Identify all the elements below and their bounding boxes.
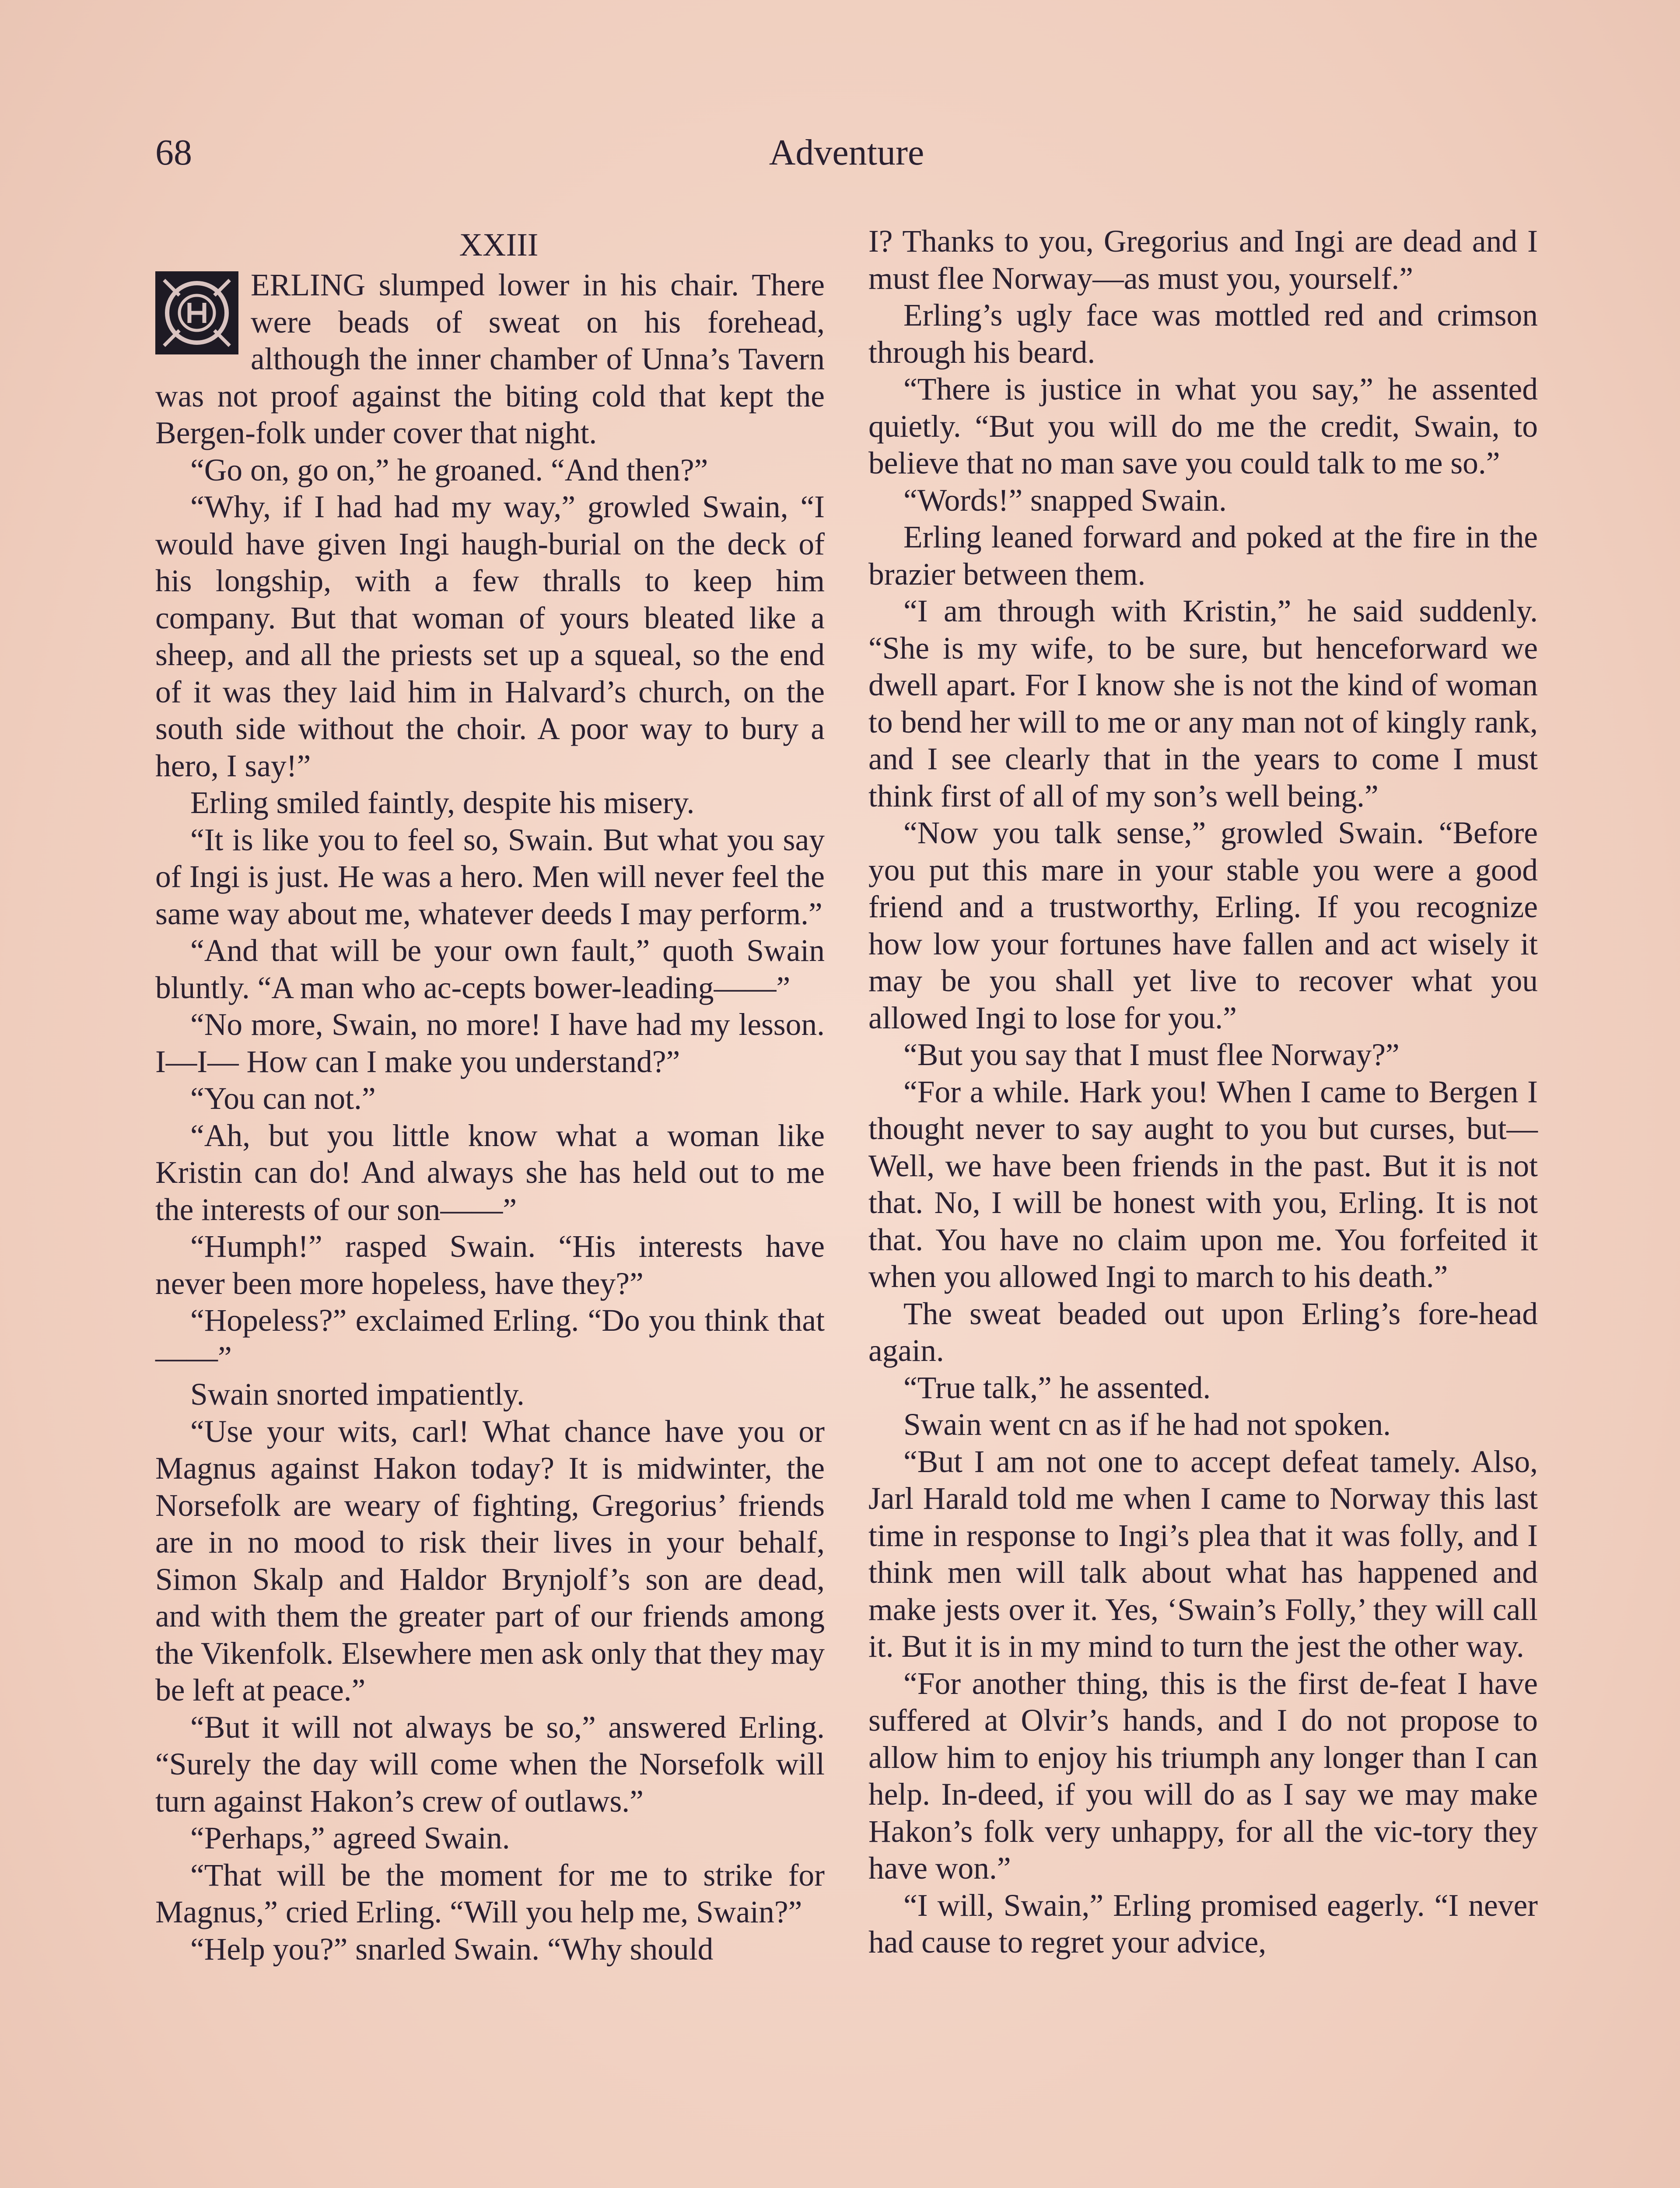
right-column (868, 223, 1538, 1961)
body-paragraph: “No more, Swain, no more! I have had my lesson. I—I— How can I make you understand?” (155, 1007, 825, 1079)
body-paragraph: “That will be the moment for me to strike for Magnus,” cried Erling. “Will you help me, Swain?” (155, 1858, 825, 1929)
body-paragraph: I? Thanks to you, Gregorius and Ingi are dead and I must flee Norway—as must you, yourself.” (868, 224, 1538, 296)
body-paragraph: Erling’s ugly face was mottled red and crimson through his beard. (868, 298, 1538, 370)
body-paragraph: “Hopeless?” exclaimed Erling. “Do you think that——” (155, 1303, 825, 1375)
body-paragraph: “Ah, but you little know what a woman like Kristin can do! And always she has held out to me the interests of our son——” (155, 1118, 825, 1227)
body-paragraph: “But it will not always be so,” answered Erling. “Surely the day will come when the Norsefolk will turn against Hakon’s crew of outlaws.” (155, 1710, 825, 1819)
body-paragraph: “I am through with Kristin,” he said suddenly. “She is my wife, to be sure, but henceforward we dwell apart. For I know she is not the kind of woman to bend her will to me or any man not of kingly rank, and I see clearly that in the years to come I must think first of all of my son’s well being.” (868, 594, 1538, 813)
body-paragraph: “Now you talk sense,” growled Swain. “Before you put this mare in your stable you were a good friend and a trustworthy, Erling. If you recognize how low your fortunes have fallen and act wisely it may be you shall yet live to recover what you allowed Ingi to lose for you.” (868, 816, 1538, 1035)
body-paragraph: “It is like you to feel so, Swain. But what you say of Ingi is just. He was a hero. Men will never feel the same way about me, whatever deeds I may perform.” (155, 822, 825, 931)
body-paragraph: “And that will be your own fault,” quoth Swain bluntly. “A man who ac-cepts bower-leading——” (155, 933, 825, 1005)
body-paragraph: “Humph!” rasped Swain. “His interests have never been more hopeless, have they?” (155, 1229, 825, 1301)
chapter-heading: XXIII (459, 227, 539, 263)
body-paragraph: Erling leaned forward and poked at the fire in the brazier between them. (868, 520, 1538, 592)
body-paragraph: “Perhaps,” agreed Swain. (190, 1821, 510, 1855)
body-paragraph: The sweat beaded out upon Erling’s fore-head again. (868, 1296, 1538, 1368)
body-paragraph: “Help you?” snarled Swain. “Why should (190, 1932, 714, 1967)
body-paragraph: “Go on, go on,” he groaned. “And then?” (190, 452, 708, 487)
body-paragraph: Erling smiled faintly, despite his misery. (190, 785, 695, 820)
ornamental-letter-icon (155, 271, 238, 354)
drop-cap-ornament (155, 271, 238, 354)
body-paragraph: “For another thing, this is the first de-feat I have suffered at Olvir’s hands, and I do not propose to allow him to enjoy his triumph any longer than I can help. In-deed, if you will do as I say we may make Hakon’s folk very unhappy, for all the vic-tory they have won.” (868, 1666, 1538, 1886)
body-paragraph: Swain went cn as if he had not spoken. (903, 1407, 1391, 1442)
page-header (155, 131, 1538, 188)
body-paragraph: ERLING slumped lower in his chair. There were beads of sweat on his forehead, although the inner chamber of Unna’s Tavern was not proof against the biting cold that kept the Bergen-folk under cover that night. (155, 268, 825, 450)
page-number: 68 (155, 132, 192, 173)
body-paragraph: “But you say that I must flee Norway?” (903, 1038, 1400, 1072)
body-paragraph: “There is justice in what you say,” he assented quietly. “But you will do me the credit, Swain, to believe that no man save you could talk to me so.” (868, 372, 1538, 480)
body-paragraph: “Use your wits, carl! What chance have you or Magnus against Hakon today? It is midwinter, the Norsefolk are weary of fighting, Gregorius’ friends are in no mood to risk their lives in your behalf, Simon Skalp and Haldor Brynjolf’s son are dead, and with them the greater part of our friends among the Vikenfolk. Elsewhere men ask only that they may be left at peace.” (155, 1414, 825, 1708)
running-title: Adventure (769, 132, 924, 173)
body-paragraph: “Why, if I had had my way,” growled Swain, “I would have given Ingi haugh-burial on the deck of his longship, with a few thralls to keep him company. But that woman of yours bleated like a sheep, and all the priests set up a squeal, so the end of it was they laid him in Halvard’s church, on the south side without the choir. A poor way to bury a hero, I say!” (155, 490, 825, 783)
body-paragraph: Swain snorted impatiently. (190, 1377, 525, 1412)
body-paragraph: “I will, Swain,” Erling promised eagerly. “I never had cause to regret your advice, (868, 1888, 1538, 1960)
body-paragraph: “But I am not one to accept defeat tamely. Also, Jarl Harald told me when I came to Norway this last time in response to Ingi’s plea that it was folly, and I think men will talk about what has happened and make jests over it. Yes, ‘Swain’s Folly,’ they will call it. But it is in my mind to turn the jest the other way. (868, 1444, 1538, 1664)
left-column (155, 223, 825, 1968)
body-paragraph: “True talk,” he assented. (903, 1370, 1211, 1405)
body-paragraph: “For a while. Hark you! When I came to Bergen I thought never to say aught to you but curses, but— Well, we have been friends in the past. But it is not that. No, I will be honest with you, Erling. It is not that. You have no claim upon me. You forfeited it when you allowed Ingi to march to his death.” (868, 1074, 1538, 1294)
body-paragraph: “Words!” snapped Swain. (903, 483, 1227, 518)
body-paragraph: “You can not.” (190, 1081, 376, 1116)
